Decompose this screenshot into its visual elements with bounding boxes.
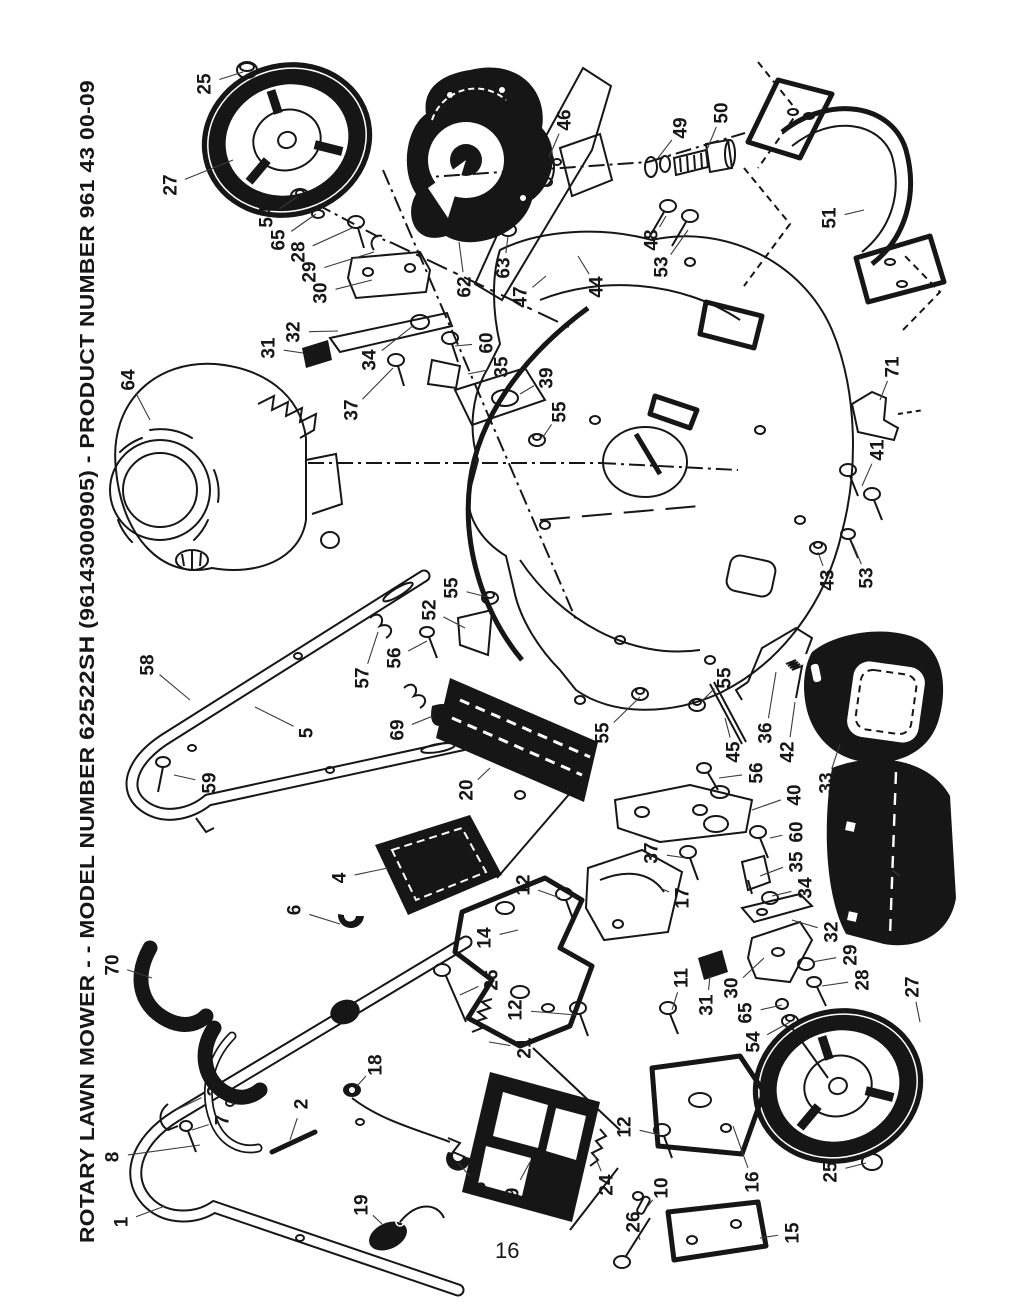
leader-line-50 bbox=[706, 127, 716, 152]
callout-5 bbox=[255, 707, 318, 738]
leader-line-42 bbox=[790, 702, 795, 737]
leader-line-69 bbox=[412, 716, 433, 724]
callout-51 bbox=[820, 207, 865, 229]
leader-line-60 bbox=[770, 835, 782, 838]
part-number-69: 69 bbox=[387, 719, 409, 741]
callout-29 bbox=[812, 944, 862, 965]
part-number-65: 65 bbox=[735, 1002, 757, 1024]
callout-12 bbox=[506, 999, 577, 1020]
leader-line-55 bbox=[543, 424, 552, 437]
part-number-52: 52 bbox=[419, 599, 441, 621]
leader-line-57 bbox=[368, 632, 378, 664]
handle-bracket-40 bbox=[615, 785, 778, 904]
callout-44 bbox=[578, 256, 608, 298]
part-number-6: 6 bbox=[469, 1181, 491, 1193]
leader-line-44 bbox=[578, 256, 589, 274]
callout-4 bbox=[330, 868, 389, 883]
leader-line-18 bbox=[357, 1076, 366, 1086]
callout-59 bbox=[174, 772, 221, 793]
clamp-6a bbox=[338, 914, 364, 928]
page-number: 16 bbox=[495, 1238, 520, 1263]
callout-55 bbox=[593, 697, 641, 744]
callout-18 bbox=[357, 1054, 387, 1086]
part-number-19: 19 bbox=[351, 1194, 373, 1216]
part-number-45: 45 bbox=[723, 741, 745, 763]
callout-30 bbox=[311, 280, 373, 304]
callout-65 bbox=[736, 1002, 783, 1024]
leader-line-30 bbox=[336, 280, 372, 289]
leader-line-39 bbox=[520, 386, 534, 394]
leader-line-63 bbox=[506, 236, 508, 253]
part-number-3: 3 bbox=[204, 1085, 226, 1097]
leader-line-36 bbox=[768, 672, 776, 718]
leader-line-20 bbox=[478, 768, 490, 780]
leader-line-26 bbox=[639, 1236, 640, 1240]
callout-35 bbox=[468, 356, 513, 378]
pin-10 bbox=[633, 1192, 651, 1215]
rear-kickplate bbox=[827, 759, 956, 945]
leader-line-19 bbox=[373, 1215, 382, 1224]
part-number-25: 25 bbox=[194, 73, 216, 95]
part-number-31: 31 bbox=[258, 337, 280, 359]
part-number-6: 6 bbox=[284, 904, 306, 916]
part-number-58: 58 bbox=[137, 654, 159, 676]
part-number-28: 28 bbox=[288, 241, 310, 263]
callout-60 bbox=[770, 821, 808, 842]
part-number-32: 32 bbox=[821, 921, 843, 943]
leader-line-28 bbox=[313, 228, 352, 246]
callout-36 bbox=[756, 672, 777, 744]
part-number-5: 5 bbox=[296, 727, 318, 739]
part-number-43: 43 bbox=[817, 569, 839, 591]
part-number-36: 36 bbox=[755, 722, 777, 744]
blade-housing bbox=[407, 68, 553, 243]
leader-line-28 bbox=[822, 982, 848, 986]
leader-line-47 bbox=[532, 276, 546, 287]
part-number-70: 70 bbox=[102, 954, 124, 976]
leader-line-58 bbox=[160, 675, 190, 700]
callout-1 bbox=[112, 1206, 166, 1227]
part-number-47: 47 bbox=[510, 286, 532, 308]
leader-line-52 bbox=[443, 617, 465, 628]
part-number-14: 14 bbox=[474, 927, 496, 949]
callout-6 bbox=[285, 905, 341, 924]
part-number-55: 55 bbox=[592, 722, 614, 744]
leader-line-6 bbox=[309, 914, 340, 924]
callout-28 bbox=[822, 969, 874, 990]
front-wheel bbox=[181, 40, 392, 240]
part-number-35: 35 bbox=[491, 356, 513, 378]
front-wheel-nut-top bbox=[240, 63, 254, 71]
part-number-55: 55 bbox=[714, 667, 736, 689]
leader-line-53 bbox=[853, 544, 861, 564]
part-number-10: 10 bbox=[651, 1177, 673, 1199]
part-number-37: 37 bbox=[341, 399, 363, 421]
callout-41 bbox=[862, 439, 889, 486]
part-number-55: 55 bbox=[441, 577, 463, 599]
part-number-25: 25 bbox=[820, 1161, 842, 1183]
bolt-56a bbox=[420, 627, 437, 658]
leader-line-2 bbox=[290, 1118, 297, 1140]
callout-49 bbox=[658, 117, 692, 158]
part-number-62: 62 bbox=[454, 276, 476, 298]
rear-wheel-nut bbox=[862, 1154, 882, 1170]
callout-40 bbox=[752, 784, 806, 810]
part-number-4: 4 bbox=[329, 872, 351, 884]
leader-line-29 bbox=[324, 252, 374, 268]
callout-53 bbox=[853, 544, 878, 589]
lower-handle bbox=[136, 942, 466, 1290]
callout-55 bbox=[701, 667, 736, 702]
part-number-18: 18 bbox=[365, 1054, 387, 1076]
part-number-2: 2 bbox=[291, 1098, 313, 1110]
callout-28 bbox=[289, 228, 353, 263]
callout-32 bbox=[792, 920, 843, 943]
callout-26 bbox=[624, 1211, 645, 1240]
part-number-54: 54 bbox=[256, 206, 278, 228]
callout-14 bbox=[475, 927, 519, 949]
leader-line-56 bbox=[408, 641, 427, 651]
callout-37 bbox=[342, 368, 394, 421]
part-number-44: 44 bbox=[586, 276, 608, 298]
part-number-46: 46 bbox=[554, 109, 576, 131]
leader-line-7 bbox=[192, 1125, 209, 1130]
part-number-49: 49 bbox=[670, 117, 692, 139]
bolt-11 bbox=[660, 1002, 678, 1034]
part-number-12: 12 bbox=[513, 874, 535, 896]
callout-48 bbox=[642, 216, 667, 251]
callout-12 bbox=[615, 1116, 661, 1137]
leader-line-30 bbox=[743, 958, 764, 978]
part-number-39: 39 bbox=[536, 367, 558, 389]
wedge-bracket-17 bbox=[586, 850, 682, 940]
control-panel-4 bbox=[375, 815, 502, 915]
part-number-29: 29 bbox=[299, 261, 321, 283]
callout-45 bbox=[724, 718, 745, 763]
part-number-41: 41 bbox=[867, 439, 889, 461]
callout-31 bbox=[697, 976, 718, 1016]
part-number-28: 28 bbox=[852, 969, 874, 991]
callout-47 bbox=[511, 276, 547, 308]
part-number-53: 53 bbox=[856, 567, 878, 589]
part-number-24: 24 bbox=[596, 1174, 618, 1196]
part-number-50: 50 bbox=[711, 102, 733, 124]
leader-line-62 bbox=[459, 242, 463, 272]
callout-64 bbox=[119, 369, 151, 420]
callout-71 bbox=[880, 356, 904, 400]
part-number-48: 48 bbox=[641, 229, 663, 251]
leader-line-32 bbox=[309, 331, 338, 332]
leader-line-40 bbox=[752, 800, 781, 810]
part-number-65: 65 bbox=[268, 229, 290, 251]
part-number-40: 40 bbox=[784, 784, 806, 806]
part-number-54: 54 bbox=[743, 1031, 765, 1053]
callout-34 bbox=[360, 325, 415, 371]
part-number-30: 30 bbox=[310, 282, 332, 304]
part-number-12: 12 bbox=[614, 1116, 636, 1138]
callout-10 bbox=[648, 1177, 673, 1206]
leader-line-31 bbox=[284, 350, 303, 353]
leader-line-21 bbox=[489, 1042, 510, 1046]
bolt-60b bbox=[750, 826, 768, 858]
part-number-32: 32 bbox=[283, 321, 305, 343]
part-number-34: 34 bbox=[795, 877, 817, 899]
callout-62 bbox=[455, 242, 476, 298]
part-number-29: 29 bbox=[840, 944, 862, 966]
part-number-57: 57 bbox=[352, 667, 374, 689]
part-number-33: 33 bbox=[816, 772, 838, 794]
part-number-60: 60 bbox=[476, 332, 498, 354]
leader-line-5 bbox=[255, 707, 294, 726]
leader-line-34 bbox=[382, 325, 414, 351]
part-number-51: 51 bbox=[819, 207, 841, 229]
part-number-17: 17 bbox=[672, 887, 694, 909]
callout-20 bbox=[457, 768, 491, 801]
part-number-15: 15 bbox=[782, 1222, 804, 1244]
leader-line-27 bbox=[916, 1002, 920, 1022]
part-number-38: 38 bbox=[901, 874, 923, 896]
leader-line-37 bbox=[362, 368, 393, 399]
callout-27 bbox=[903, 976, 924, 1022]
leader-line-26 bbox=[460, 986, 478, 995]
callout-55 bbox=[543, 401, 571, 437]
leader-line-12 bbox=[531, 1011, 576, 1015]
part-number-71: 71 bbox=[882, 356, 904, 378]
leader-line-64 bbox=[136, 393, 150, 420]
leader-line-59 bbox=[174, 775, 195, 780]
part-number-27: 27 bbox=[902, 976, 924, 998]
engine bbox=[110, 364, 342, 570]
part-number-26: 26 bbox=[481, 969, 503, 991]
leader-line-56 bbox=[719, 775, 742, 778]
leader-line-14 bbox=[500, 930, 518, 934]
page-title: ROTARY LAWN MOWER - - MODEL NUMBER 62522SH (96143000905) - PRODUCT NUMBER 961 43 00-09 bbox=[75, 147, 99, 1243]
callout-25 bbox=[821, 1161, 867, 1183]
bolt-28a bbox=[348, 216, 364, 248]
discharge-door-grid bbox=[462, 1072, 650, 1268]
leader-line-51 bbox=[845, 210, 864, 215]
leader-line-35 bbox=[760, 867, 783, 876]
callout-17 bbox=[660, 887, 694, 908]
part-number-35: 35 bbox=[786, 851, 808, 873]
part-number-56: 56 bbox=[746, 762, 768, 784]
callout-46 bbox=[549, 109, 576, 157]
callout-19 bbox=[352, 1194, 383, 1224]
callout-57 bbox=[353, 632, 379, 689]
callout-69 bbox=[388, 716, 434, 741]
part-number-20: 20 bbox=[456, 779, 478, 801]
callout-26 bbox=[460, 969, 503, 995]
callout-56 bbox=[719, 762, 768, 783]
part-number-53: 53 bbox=[651, 256, 673, 278]
part-number-7: 7 bbox=[212, 1114, 234, 1126]
part-number-1: 1 bbox=[111, 1216, 133, 1228]
part-number-42: 42 bbox=[777, 741, 799, 763]
discharge-deflector bbox=[748, 80, 944, 302]
part-number-63: 63 bbox=[493, 257, 515, 279]
callout-12 bbox=[514, 874, 561, 898]
rear-plate-15 bbox=[668, 1202, 766, 1260]
part-number-34: 34 bbox=[359, 349, 381, 371]
part-number-26: 26 bbox=[623, 1211, 645, 1233]
part-number-11: 11 bbox=[671, 967, 693, 989]
part-number-9: 9 bbox=[502, 1187, 524, 1199]
callout-63 bbox=[494, 236, 515, 279]
part-number-31: 31 bbox=[696, 994, 718, 1016]
deck-nuts bbox=[482, 434, 705, 711]
part-number-30: 30 bbox=[721, 977, 743, 999]
part-number-16: 16 bbox=[742, 1171, 764, 1193]
part-number-55: 55 bbox=[549, 401, 571, 423]
wedge-52 bbox=[458, 610, 492, 655]
part-number-37: 37 bbox=[641, 842, 663, 864]
part-number-21: 21 bbox=[514, 1037, 536, 1059]
part-number-60: 60 bbox=[786, 821, 808, 843]
part-number-12: 12 bbox=[505, 999, 527, 1021]
part-number-8: 8 bbox=[102, 1151, 124, 1163]
rear-bracket-16 bbox=[652, 1056, 764, 1154]
callout-42 bbox=[778, 702, 799, 763]
part-number-27: 27 bbox=[160, 174, 182, 196]
mulch-cover bbox=[804, 631, 943, 762]
callout-56 bbox=[385, 641, 428, 669]
callout-8 bbox=[103, 1145, 201, 1162]
rear-wheel bbox=[732, 986, 943, 1186]
leader-line-41 bbox=[862, 464, 872, 486]
part-number-59: 59 bbox=[199, 772, 221, 794]
bolt-60a bbox=[442, 332, 458, 362]
leader-line-29 bbox=[812, 958, 836, 962]
part-number-56: 56 bbox=[384, 647, 406, 669]
leader-line-4 bbox=[355, 868, 388, 875]
callout-58 bbox=[138, 654, 191, 700]
part-number-64: 64 bbox=[118, 369, 140, 391]
